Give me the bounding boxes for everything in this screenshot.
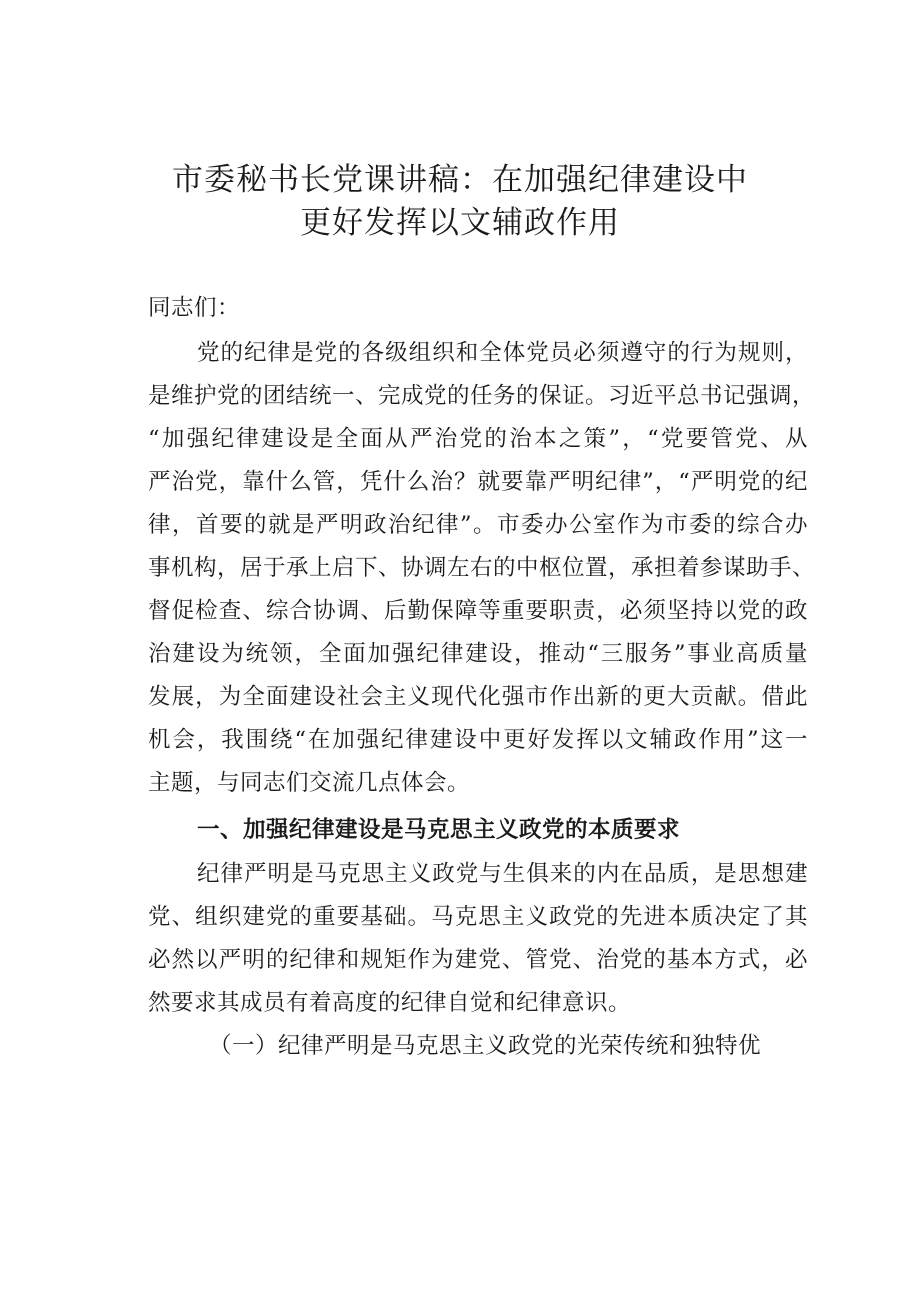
paragraph-1-line: 治建设为统领，全面加强纪律建设，推动“三服务”事业高质量 — [148, 641, 808, 667]
section-heading-1: 一、加强纪律建设是马克思主义政党的本质要求 — [197, 817, 681, 843]
paragraph-1-line: 律，首要的就是严明政治纪律”。市委办公室作为市委的综合办 — [148, 512, 808, 538]
paragraph-1-line: 是维护党的团结统一、完成党的任务的保证。习近平总书记强调， — [148, 383, 816, 409]
salutation: 同志们： — [148, 295, 241, 321]
paragraph-1-line: 严治党，靠什么管，凭什么治？就要靠严明纪律”，“严明党的纪 — [148, 469, 808, 495]
paragraph-2-line: 纪律严明是马克思主义政党与生俱来的内在品质，是思想建 — [197, 861, 808, 887]
subsection-heading-1: （一）纪律严明是马克思主义政党的光荣传统和独特优 — [209, 1033, 762, 1059]
paragraph-2-line: 党、组织建党的重要基础。马克思主义政党的先进本质决定了其 — [148, 904, 808, 930]
paragraph-1-line: 主题，与同志们交流几点体会。 — [148, 770, 471, 796]
paragraph-1-line: 督促检查、综合协调、后勤保障等重要职责，必须坚持以党的政 — [148, 598, 808, 624]
paragraph-1-line: 党的纪律是党的各级组织和全体党员必须遵守的行为规则， — [197, 340, 808, 366]
document-title-line-1: 市委秘书长党课讲稿：在加强纪律建设中 — [172, 162, 748, 198]
paragraph-1-line: “加强纪律建设是全面从严治党的治本之策”，“党要管党、从 — [148, 426, 808, 452]
paragraph-2-line: 然要求其成员有着高度的纪律自觉和纪律意识。 — [148, 990, 632, 1016]
document-title-line-2: 更好发挥以文辅政作用 — [300, 205, 620, 241]
paragraph-1-line: 发展，为全面建设社会主义现代化强市作出新的更大贡献。借此 — [148, 684, 808, 710]
paragraph-1-line: 机会，我围绕“在加强纪律建设中更好发挥以文辅政作用”这一 — [148, 727, 808, 753]
paragraph-1-line: 事机构，居于承上启下、协调左右的中枢位置，承担着参谋助手、 — [148, 555, 816, 581]
paragraph-2-line: 必然以严明的纪律和规矩作为建党、管党、治党的基本方式，必 — [148, 947, 808, 973]
